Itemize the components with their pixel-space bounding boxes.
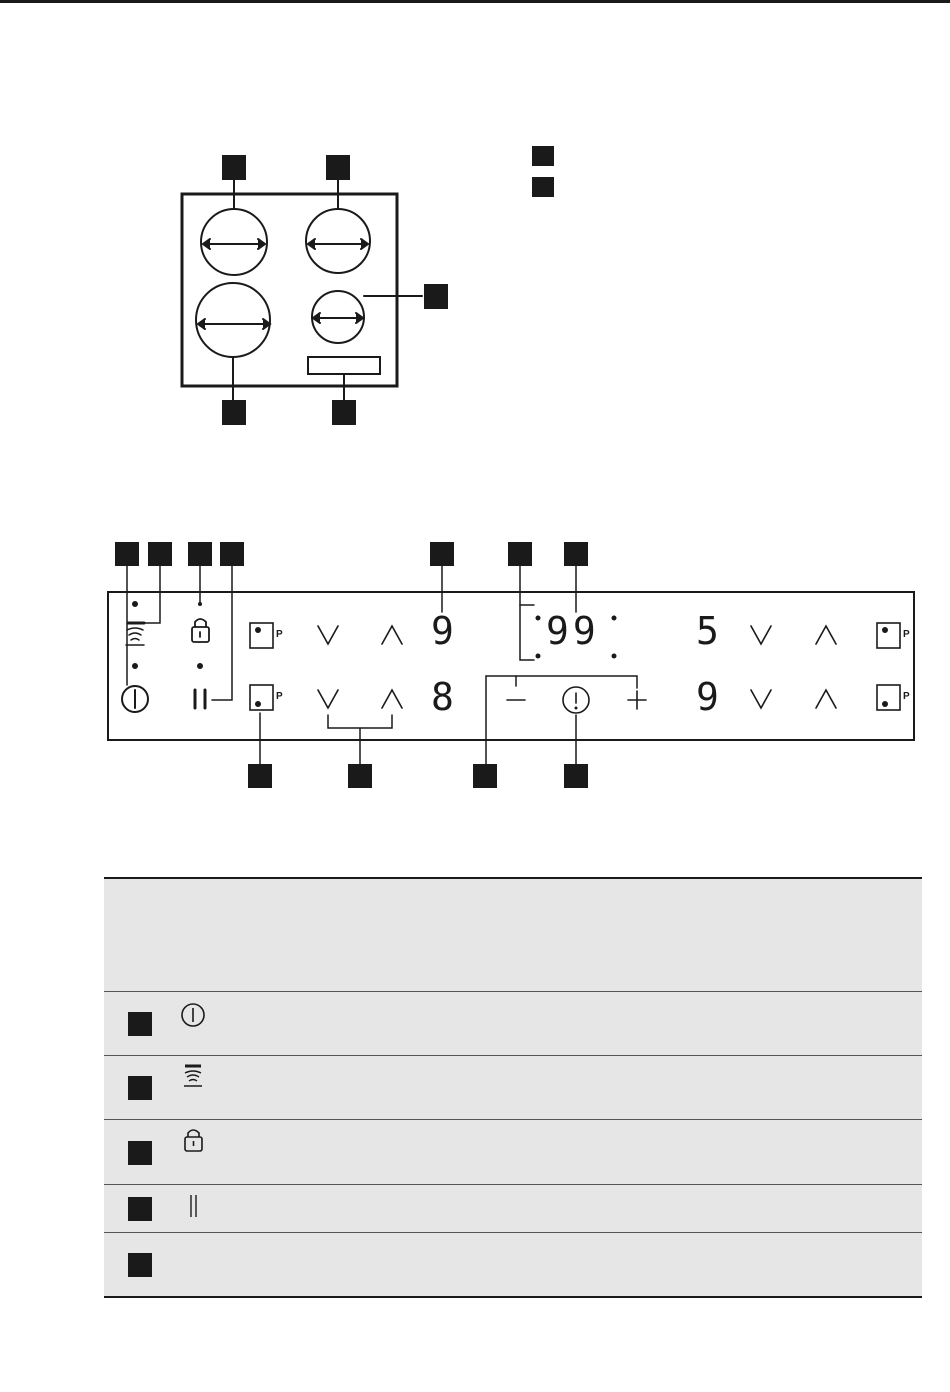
table-row bbox=[104, 1185, 922, 1233]
callout-box bbox=[348, 764, 372, 788]
timer-display: 99 bbox=[546, 609, 600, 653]
legend-box bbox=[532, 146, 554, 166]
cooking-zone-rear-right bbox=[306, 209, 370, 273]
table-row bbox=[104, 1120, 922, 1185]
pause-icon[interactable] bbox=[195, 690, 205, 708]
row-number-box bbox=[128, 1141, 152, 1165]
callout-box bbox=[332, 400, 356, 425]
table-row bbox=[104, 1233, 922, 1296]
control-panel-outline bbox=[108, 592, 914, 740]
powerboost-icon[interactable] bbox=[877, 685, 900, 710]
zone-display-rear-left: 8 bbox=[431, 675, 454, 719]
down-arrow-icon[interactable] bbox=[318, 690, 338, 708]
callout-box bbox=[430, 542, 454, 566]
callout-box bbox=[564, 542, 588, 566]
cooking-zone-rear-left bbox=[201, 209, 267, 275]
up-arrow-icon[interactable] bbox=[816, 690, 836, 708]
callout-box bbox=[220, 542, 244, 566]
down-arrow-icon[interactable] bbox=[318, 626, 338, 644]
row-number-box bbox=[128, 1012, 152, 1036]
callout-box bbox=[148, 542, 172, 566]
up-arrow-icon[interactable] bbox=[382, 690, 402, 708]
lock-icon bbox=[180, 1126, 210, 1156]
cooking-zone-front-left bbox=[196, 283, 270, 357]
table-header bbox=[104, 879, 922, 992]
pause-icon bbox=[180, 1193, 210, 1223]
callout-box bbox=[115, 542, 139, 566]
p-label: P bbox=[276, 629, 283, 640]
hob2hood-icon[interactable] bbox=[126, 623, 144, 645]
callout-box bbox=[326, 155, 350, 180]
row-number-box bbox=[128, 1197, 152, 1221]
callout-box bbox=[222, 155, 246, 180]
zone-display-front-right: 5 bbox=[696, 609, 719, 653]
legend-box bbox=[532, 177, 554, 197]
zone-display-front-left: 9 bbox=[431, 609, 454, 653]
down-arrow-icon[interactable] bbox=[751, 690, 771, 708]
callout-box bbox=[248, 764, 272, 788]
p-label: P bbox=[276, 691, 283, 702]
callout-box bbox=[473, 764, 497, 788]
p-label: P bbox=[903, 691, 910, 702]
control-panel bbox=[108, 542, 914, 788]
up-arrow-icon[interactable] bbox=[382, 626, 402, 644]
callout-box bbox=[424, 284, 448, 309]
callout-box bbox=[564, 764, 588, 788]
hob-top-view bbox=[182, 146, 554, 425]
control-panel-area bbox=[308, 357, 380, 374]
functions-table bbox=[104, 877, 922, 1298]
callout-box bbox=[508, 542, 532, 566]
callout-box bbox=[222, 400, 246, 425]
cooking-zone-front-right bbox=[312, 291, 364, 343]
powerboost-icon[interactable] bbox=[250, 685, 273, 710]
plus-icon[interactable] bbox=[628, 691, 646, 709]
row-number-box bbox=[128, 1253, 152, 1277]
zone-display-rear-right: 9 bbox=[696, 675, 719, 719]
powerboost-icon[interactable] bbox=[877, 623, 900, 648]
power-icon[interactable] bbox=[122, 686, 148, 712]
lock-icon[interactable] bbox=[192, 619, 209, 642]
down-arrow-icon[interactable] bbox=[751, 626, 771, 644]
timer-icon[interactable] bbox=[563, 687, 589, 713]
callout-box bbox=[188, 542, 212, 566]
table-row bbox=[104, 992, 922, 1056]
power-icon bbox=[180, 1002, 210, 1032]
hob2hood-icon bbox=[180, 1062, 210, 1092]
p-label: P bbox=[903, 629, 910, 640]
row-number-box bbox=[128, 1076, 152, 1100]
table-row bbox=[104, 1056, 922, 1120]
up-arrow-icon[interactable] bbox=[816, 626, 836, 644]
powerboost-icon[interactable] bbox=[250, 623, 273, 648]
